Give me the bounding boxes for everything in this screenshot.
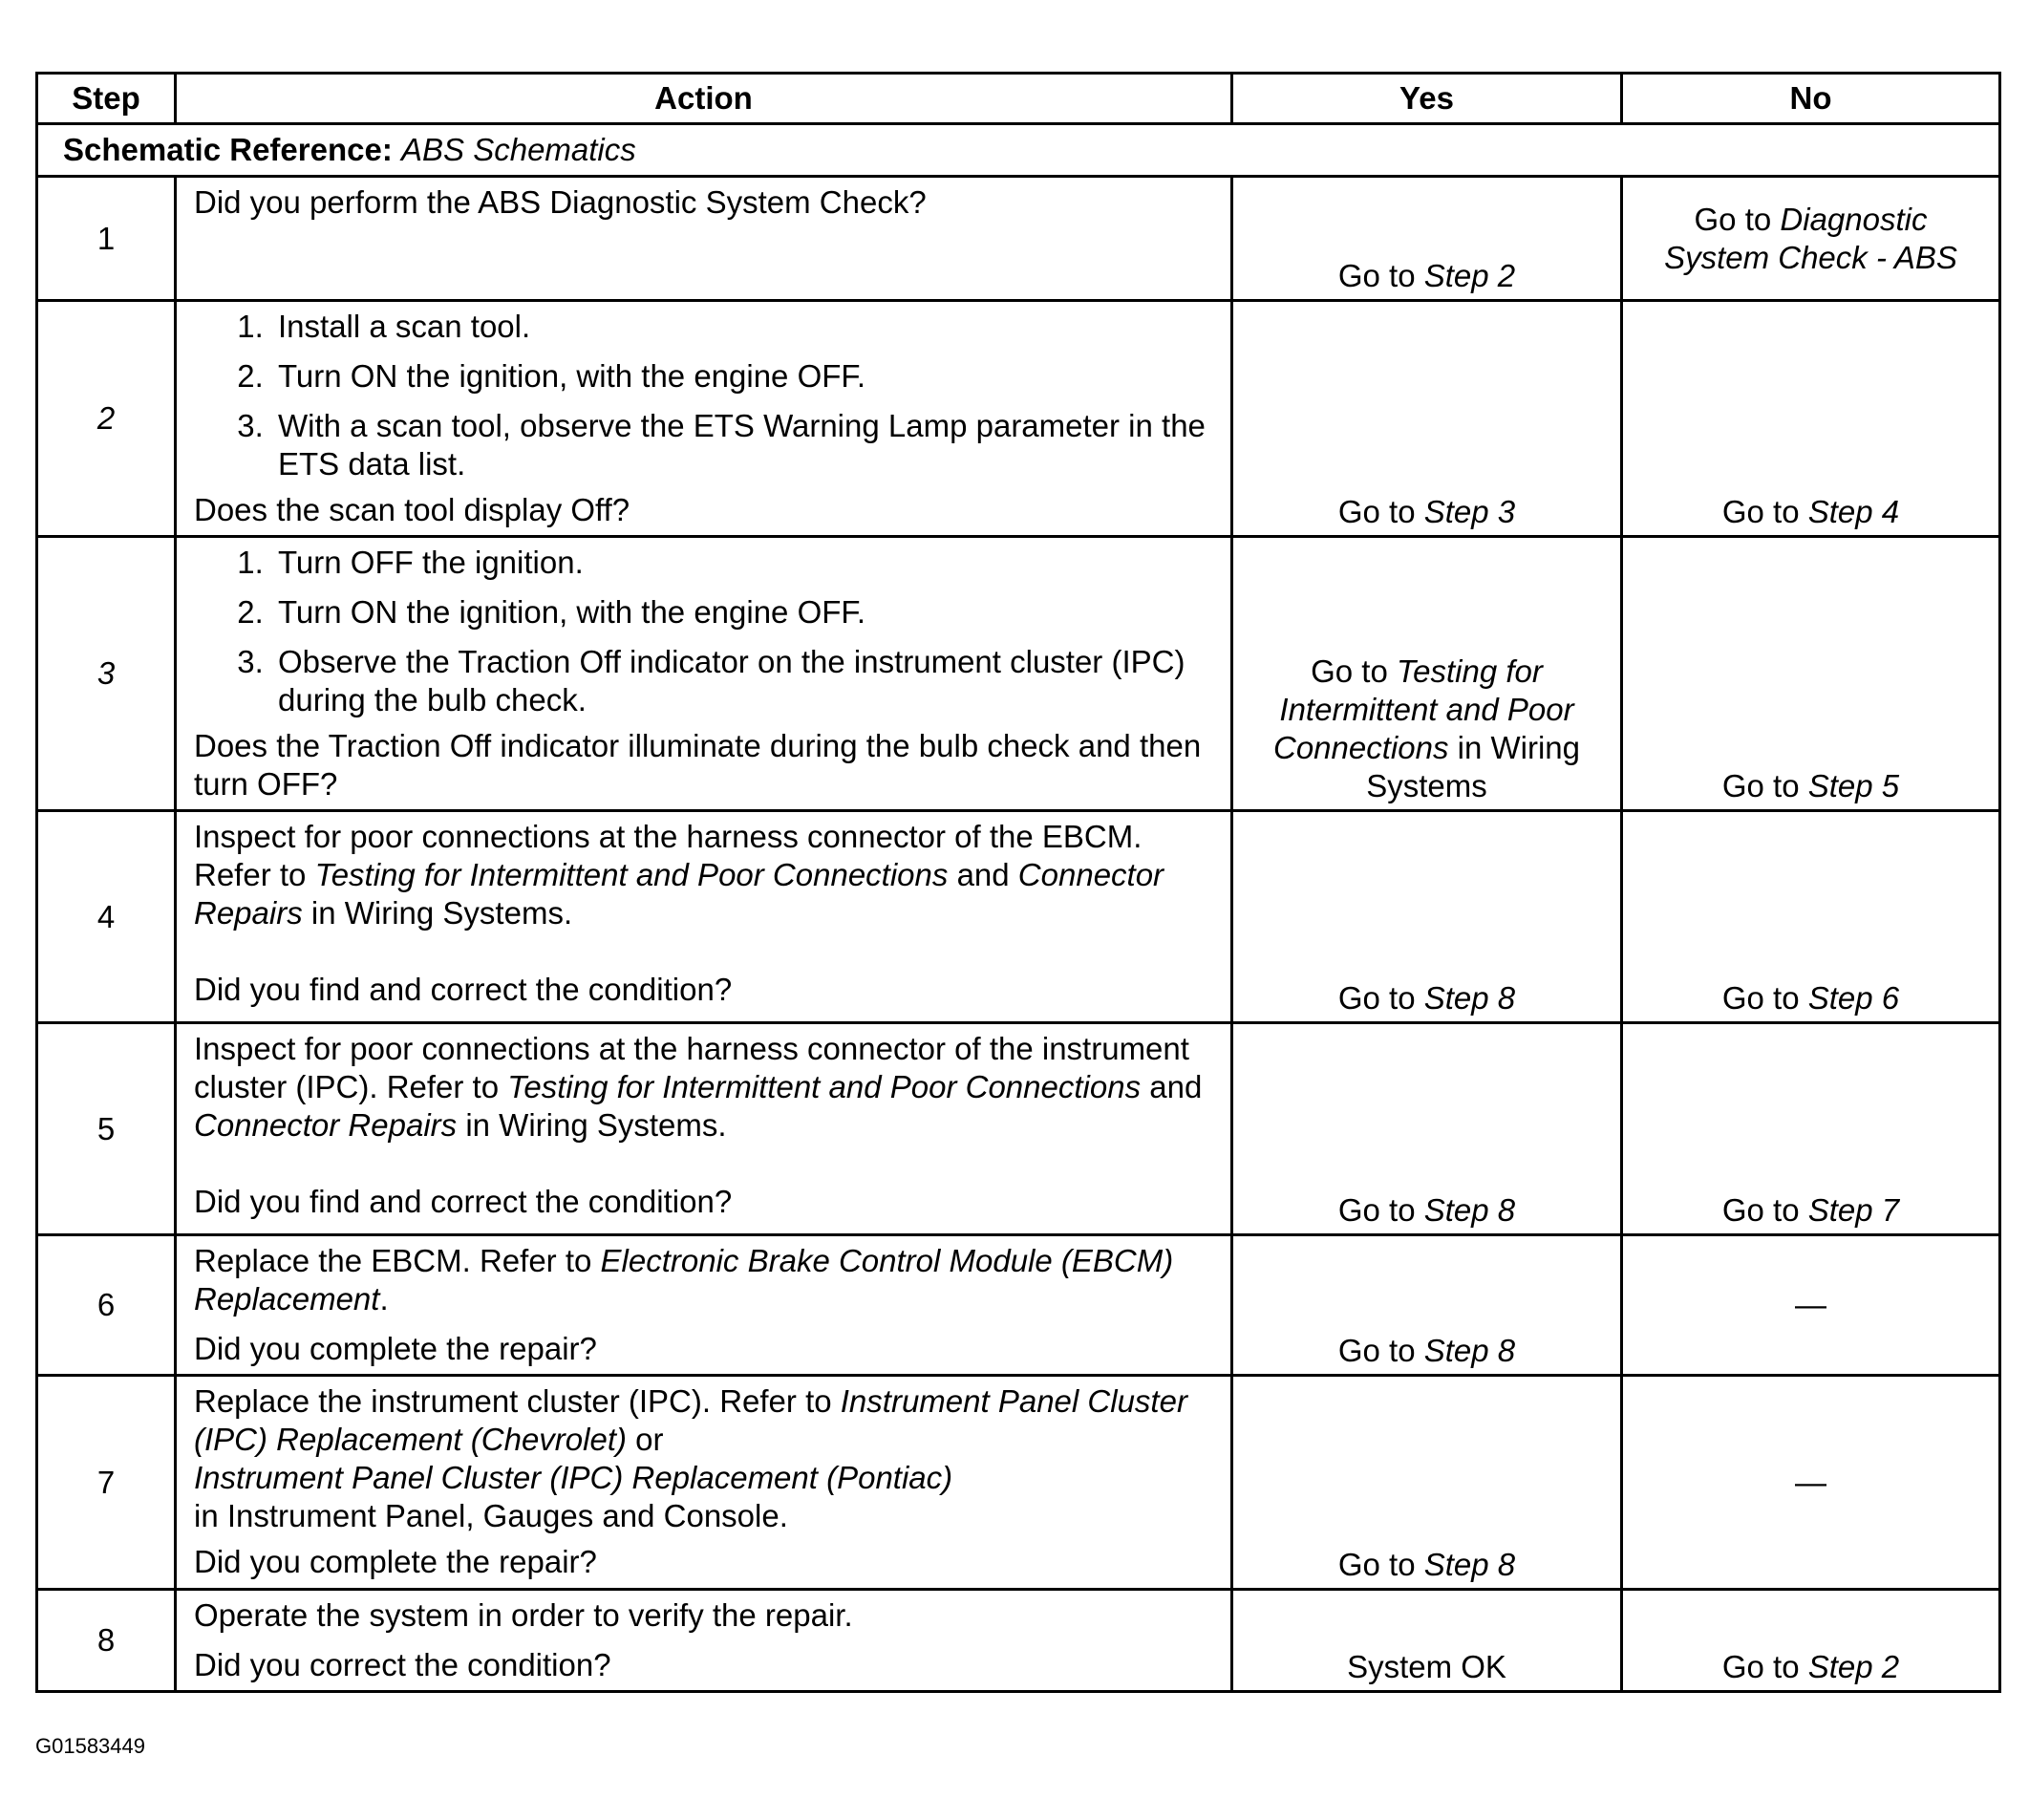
no-cell: — [1622,1376,2000,1590]
step-link[interactable]: Step 3 [1423,494,1516,529]
table-row [37,537,2000,811]
instruction-tail: in Wiring Systems. [310,895,573,931]
go-to-label: Go to [1721,1192,1800,1228]
go-to-label: Go to [1337,1547,1416,1582]
table-row [37,1376,2000,1590]
conjunction: or [635,1422,664,1457]
ipc-pontiac-link[interactable]: Instrument Panel Cluster (IPC) Replacement (Pontiac) [194,1460,953,1495]
list-item: 3. Observe the Traction Off indicator on the instrument cluster (IPC) during the bulb check. [272,643,1217,719]
step-number: 2 [37,301,176,537]
schematic-reference-label: Schematic Reference: [63,132,393,167]
figure-id: G01583449 [35,1734,145,1758]
yes-cell: System OK [1232,1590,1622,1692]
instruction-text: Operate the system in order to verify the repair. [194,1597,853,1633]
conjunction: and [956,857,1010,892]
reference-tail: in Wiring [1457,730,1580,765]
ebcm-replacement-link[interactable]: Electronic Brake Control Module (EBCM) Replacement [194,1243,1174,1317]
instruction-tail: . [379,1281,389,1317]
table-row [37,1023,2000,1235]
header-yes: Yes [1232,74,1622,124]
question-text: Did you find and correct the condition? [194,972,733,1007]
instruction-list [194,544,1217,719]
action-cell [176,811,1232,1023]
question-text: Did you perform the ABS Diagnostic System Check? [194,184,927,220]
no-cell [1622,177,2000,301]
testing-link[interactable]: Testing for [1397,653,1543,689]
instruction-text-part: Inspect for poor connections at the harness connector of the instrument cluster (IPC). Refer to [194,1031,1189,1104]
step-number: 8 [37,1590,176,1692]
diagnostic-table [35,72,2001,1693]
header-action: Action [176,74,1232,124]
list-item: 1. Turn OFF the ignition. [272,544,1217,582]
schematic-reference [37,124,2000,177]
step-number: 5 [37,1023,176,1235]
action-cell [176,1235,1232,1376]
go-to-label: Go to [1721,980,1800,1016]
instruction-text-part: Replace the instrument cluster (IPC). Refer to [194,1383,832,1419]
ipc-chevrolet-link[interactable]: Instrument Panel Cluster (IPC) Replacement (Chevrolet) [194,1383,1187,1457]
question-text: Did you correct the condition? [194,1647,611,1682]
diagnostic-table-container [35,72,1998,1693]
instruction-text-part: Replace the EBCM. Refer to [194,1243,592,1278]
step-link[interactable]: Step 8 [1423,1547,1516,1582]
question-text: Does the scan tool display Off? [194,492,630,527]
yes-cell [1232,1023,1622,1235]
action-cell [176,537,1232,811]
step-link[interactable]: Step 7 [1807,1192,1900,1228]
go-to-label: Go to [1337,1333,1416,1368]
step-number: 7 [37,1376,176,1590]
header-row [37,74,2000,124]
instruction-text-part: Inspect for poor connections at the harness connector of the EBCM. Refer to [194,819,1143,892]
no-cell [1622,1023,2000,1235]
yes-cell [1232,811,1622,1023]
testing-link[interactable]: Intermittent and Poor [1279,692,1574,727]
step-link[interactable]: Step 6 [1807,980,1900,1016]
go-to-label: Go to [1721,1649,1800,1684]
yes-cell [1232,1235,1622,1376]
step-link[interactable]: Step 8 [1423,980,1516,1016]
instruction-text [194,1030,1217,1145]
yes-cell [1232,177,1622,301]
testing-link[interactable]: Testing for Intermittent and Poor Connections [314,857,949,892]
no-cell [1622,301,2000,537]
action-cell [176,177,1232,301]
step-link[interactable]: Step 8 [1423,1333,1516,1368]
diagnostic-check-link[interactable]: System Check - ABS [1664,239,1957,275]
list-item: 2. Turn ON the ignition, with the engine OFF. [272,593,1217,632]
question-text: Did you find and correct the condition? [194,1184,733,1219]
header-step: Step [37,74,176,124]
step-link[interactable]: Step 8 [1423,1192,1516,1228]
step-link[interactable]: Step 5 [1807,768,1900,803]
yes-cell [1232,1376,1622,1590]
go-to-label: Go to [1337,980,1416,1016]
action-cell [176,301,1232,537]
no-cell [1622,811,2000,1023]
step-link[interactable]: Step 4 [1807,494,1900,529]
table-row [37,1590,2000,1692]
step-link[interactable]: Step 2 [1423,258,1516,293]
testing-link[interactable]: Connections [1273,730,1449,765]
go-to-label: Go to [1694,201,1772,237]
schematic-reference-link[interactable]: ABS Schematics [401,132,636,167]
instruction-tail: in Wiring Systems. [465,1107,727,1143]
step-link[interactable]: Step 2 [1807,1649,1900,1684]
step-number: 3 [37,537,176,811]
table-row [37,177,2000,301]
action-cell [176,1376,1232,1590]
instruction-tail: in Instrument Panel, Gauges and Console. [194,1498,788,1533]
no-cell: — [1622,1235,2000,1376]
step-number: 4 [37,811,176,1023]
yes-cell [1232,537,1622,811]
reference-tail: Systems [1366,768,1487,803]
table-row [37,301,2000,537]
testing-link[interactable]: Testing for Intermittent and Poor Connections [507,1069,1142,1104]
yes-cell [1232,301,1622,537]
action-cell [176,1023,1232,1235]
schematic-reference-row [37,124,2000,177]
instruction-text [194,1382,1217,1535]
go-to-label: Go to [1337,258,1416,293]
go-to-label: Go to [1721,494,1800,529]
action-cell [176,1590,1232,1692]
question-text: Did you complete the repair? [194,1544,597,1579]
list-item: 1. Install a scan tool. [272,308,1217,346]
conjunction: and [1149,1069,1203,1104]
instruction-list [194,308,1217,483]
list-item: 3. With a scan tool, observe the ETS Warning Lamp parameter in the ETS data list. [272,407,1217,483]
instruction-text [194,1242,1217,1318]
step-number: 1 [37,177,176,301]
table-row [37,1235,2000,1376]
no-cell [1622,537,2000,811]
question-text: Did you complete the repair? [194,1331,597,1366]
list-item: 2. Turn ON the ignition, with the engine OFF. [272,357,1217,396]
table-row [37,811,2000,1023]
go-to-label: Go to [1311,653,1388,689]
step-number: 6 [37,1235,176,1376]
connector-repairs-link[interactable]: Connector Repairs [194,857,1164,931]
go-to-label: Go to [1337,494,1416,529]
go-to-label: Go to [1337,1192,1416,1228]
connector-repairs-link[interactable]: Connector Repairs [194,1107,458,1143]
diagnostic-check-link[interactable]: Diagnostic [1780,201,1928,237]
question-text: Does the Traction Off indicator illuminate during the bulb check and then turn OFF? [194,728,1202,802]
no-cell [1622,1590,2000,1692]
header-no: No [1622,74,2000,124]
go-to-label: Go to [1721,768,1800,803]
instruction-text [194,818,1217,932]
